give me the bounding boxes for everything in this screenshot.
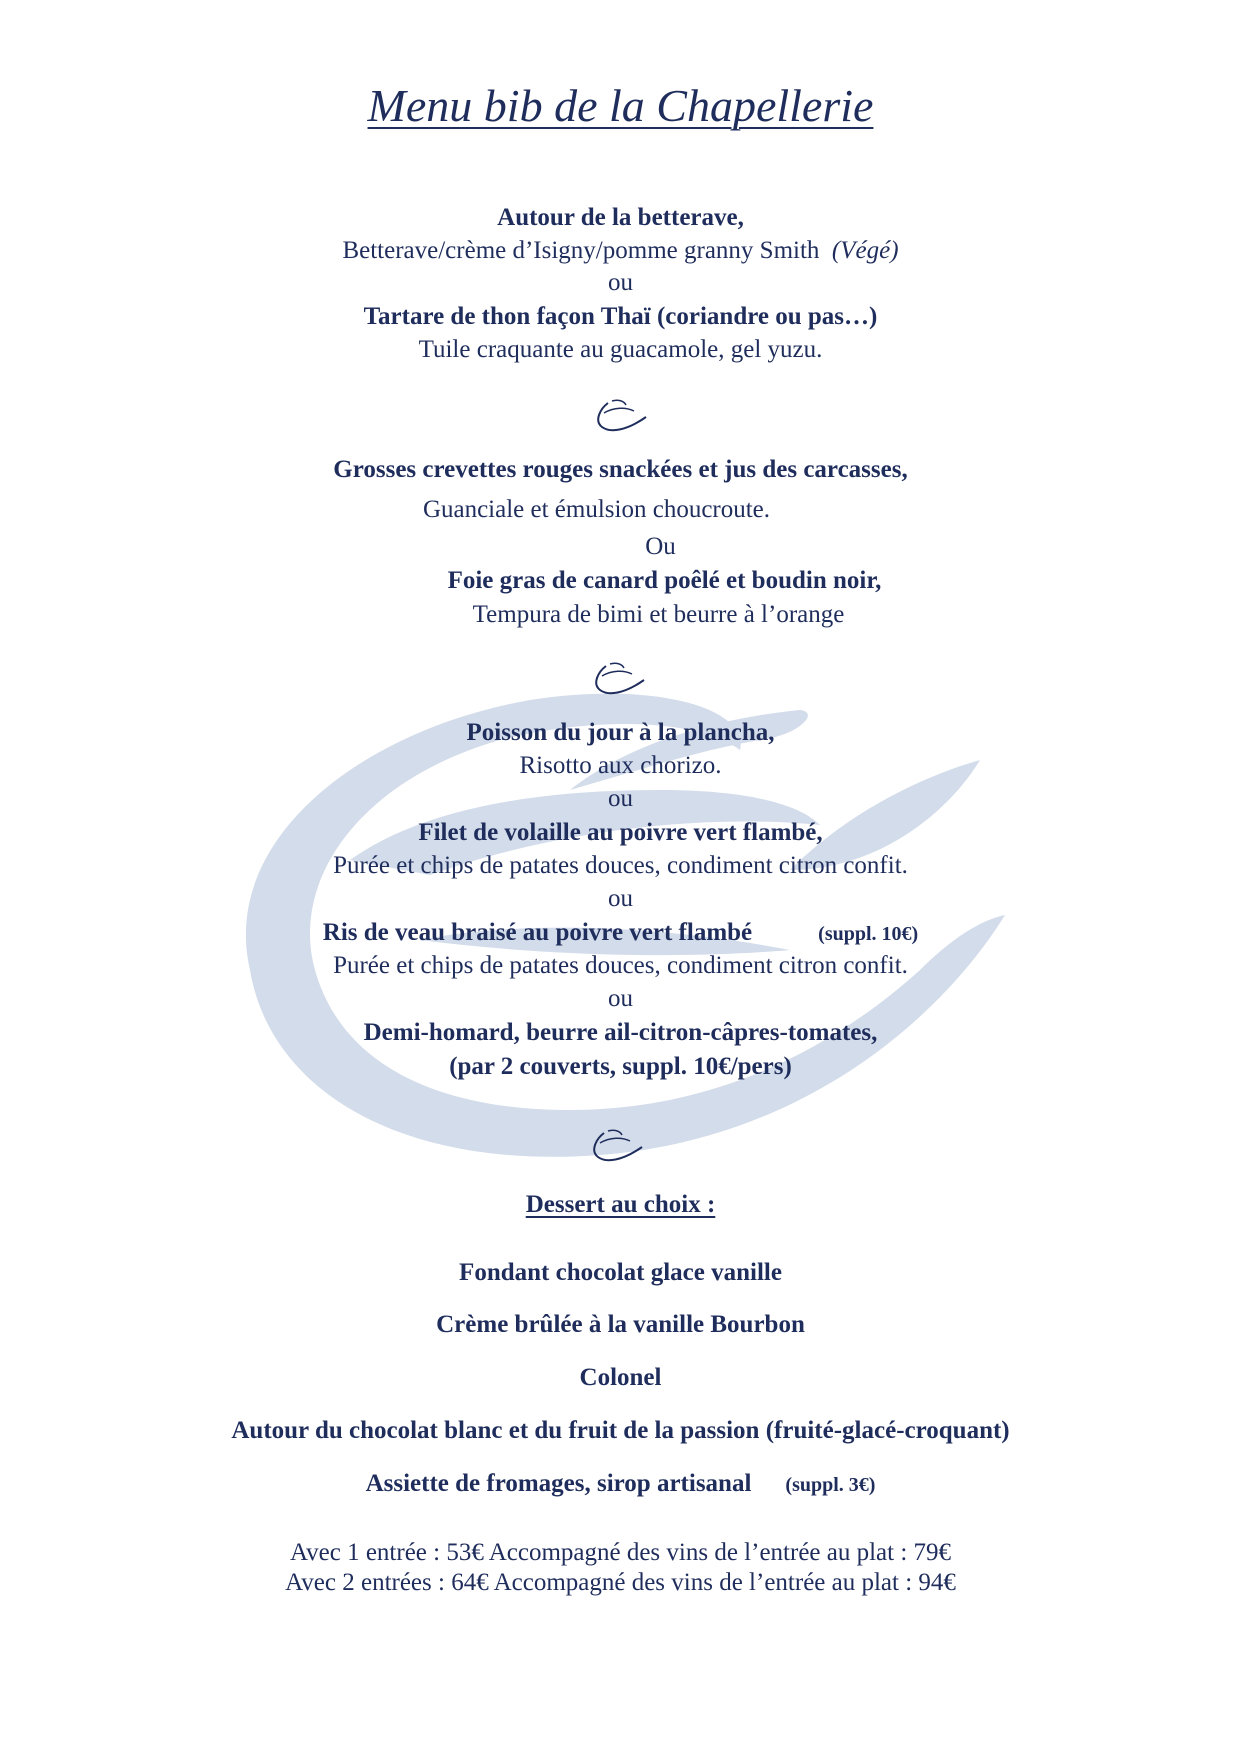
or-separator: ou bbox=[608, 885, 633, 912]
starter-1-line bbox=[0, 236, 1241, 266]
ornament-separator-icon bbox=[588, 658, 658, 698]
main-4-note: (par 2 couverts, suppl. 10€/pers) bbox=[449, 1053, 792, 1080]
main-1-name: Poisson du jour à la plancha, bbox=[466, 719, 775, 746]
vegetarian-tag: (Végé) bbox=[831, 237, 899, 264]
dessert-heading: Dessert au choix : bbox=[525, 1191, 716, 1218]
second-1-name: Grosses crevettes rouges snackées et jus des carcasses, bbox=[333, 456, 908, 483]
starter-1-name: Autour de la betterave, bbox=[497, 204, 744, 231]
dessert-cheese-line bbox=[0, 1469, 1241, 1500]
ornament-separator-icon bbox=[586, 1125, 656, 1165]
ornament-separator-icon bbox=[590, 395, 660, 435]
main-2-description: Purée et chips de patates douces, condiment citron confit. bbox=[333, 852, 908, 879]
starter-2-description: Tuile craquante au guacamole, gel yuzu. bbox=[418, 336, 823, 363]
dessert-supplement: (suppl. 3€) bbox=[785, 1474, 876, 1496]
main-3-line bbox=[0, 918, 1241, 949]
dessert-item: Crème brûlée à la vanille Bourbon bbox=[436, 1311, 805, 1338]
or-separator: ou bbox=[608, 985, 633, 1012]
second-2-description: Tempura de bimi et beurre à l’orange bbox=[472, 601, 845, 628]
starter-2-name: Tartare de thon façon Thaï (coriandre ou pas…) bbox=[363, 303, 878, 330]
starter-1-description: Betterave/crème d’Isigny/pomme granny Smith bbox=[342, 237, 820, 264]
dessert-item: Colonel bbox=[579, 1364, 662, 1391]
or-separator: Ou bbox=[645, 533, 676, 560]
dessert-item: Autour du chocolat blanc et du fruit de la passion (fruité-glacé-croquant) bbox=[231, 1417, 1010, 1444]
or-separator: ou bbox=[608, 269, 633, 296]
price-line-2: Avec 2 entrées : 64€ Accompagné des vins de l’entrée au plat : 94€ bbox=[285, 1569, 956, 1596]
second-1-description: Guanciale et émulsion choucroute. bbox=[422, 496, 771, 523]
dessert-item: Fondant chocolat glace vanille bbox=[459, 1259, 782, 1286]
main-4-name: Demi-homard, beurre ail-citron-câpres-tomates, bbox=[363, 1019, 878, 1046]
second-2-name: Foie gras de canard poêlé et boudin noir, bbox=[447, 567, 882, 594]
dessert-item: Assiette de fromages, sirop artisanal bbox=[365, 1470, 752, 1497]
price-line-1: Avec 1 entrée : 53€ Accompagné des vins de l’entrée au plat : 79€ bbox=[289, 1539, 952, 1566]
menu-title: Menu bib de la Chapellerie bbox=[367, 80, 874, 131]
main-3-description: Purée et chips de patates douces, condiment citron confit. bbox=[333, 952, 908, 979]
main-2-name: Filet de volaille au poivre vert flambé, bbox=[418, 819, 823, 846]
main-1-description: Risotto aux chorizo. bbox=[519, 752, 722, 779]
main-3-name: Ris de veau braisé au poivre vert flambé bbox=[322, 919, 753, 946]
main-3-supplement: (suppl. 10€) bbox=[818, 923, 919, 945]
or-separator: ou bbox=[608, 785, 633, 812]
